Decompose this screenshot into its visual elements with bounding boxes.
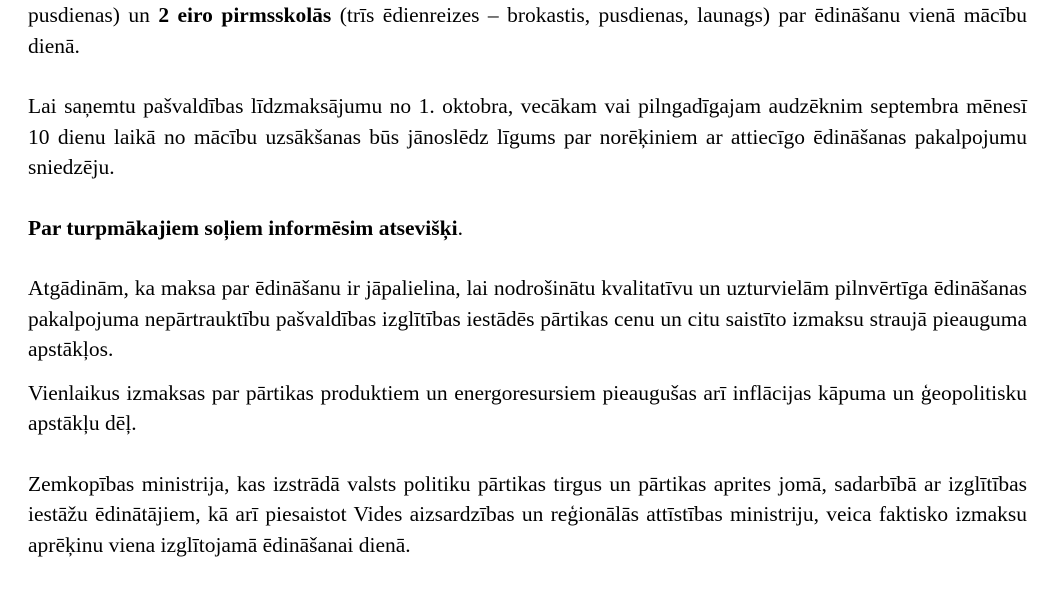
- paragraph-meal-cost-preschool: [28, 0, 1027, 61]
- paragraph-price-increase-reason: Atgādinām, ka maksa par ēdināšanu ir jāpalielina, lai nodrošinātu kvalitatīvu un uzturvielām pilnvērtīga ēdināšanas pakalpojuma nepārtrauktību pašvaldības izglītības iestādēs pārtikas cenu un citu saistīto izmaksu straujā pieauguma apstākļos.: [28, 276, 1027, 361]
- paragraph-next-steps: [28, 213, 1027, 244]
- bold-next-steps: Par turpmākajiem soļiem informēsim atsevišķi: [28, 215, 458, 240]
- paragraph-text: pusdienas) un: [28, 3, 159, 27]
- paragraph-text: (trīs ēdienreizes – brokastis, pusdienas, launags) par ēdināšanu vienā mācību dienā.: [28, 3, 1028, 58]
- document-body: [28, 0, 1027, 560]
- paragraph-cofinancing-contract: Lai saņemtu pašvaldības līdzmaksājumu no 1. oktobra, vecākam vai pilngadīgajam audzēknim septembra mēnesī 10 dienu laikā no mācību uzsākšanas būs jānoslēdz līgums par norēķiniem ar attiecīgo ēdināšanas pakalpojumu sniedzēju.: [28, 94, 1027, 179]
- bold-price-preschool: 2 eiro pirmsskolās: [158, 3, 332, 27]
- paragraph-inflation: Vienlaikus izmaksas par pārtikas produktiem un energoresursiem pieaugušas arī inflācijas kāpuma un ģeopolitisku apstākļu dēļ.: [28, 380, 1027, 435]
- paragraph-text: .: [457, 215, 463, 240]
- paragraph-ministry-calculation: Zemkopības ministrija, kas izstrādā valsts politiku pārtikas tirgus un pārtikas aprites jomā, sadarbībā ar izglītības iestāžu ēdinātājiem, kā arī piesaistot Vides aizsardzības un reģionālās attīstības ministriju, veica faktisko izmaksu aprēķinu viena izglītojamā ēdināšanai dienā.: [28, 471, 1027, 557]
